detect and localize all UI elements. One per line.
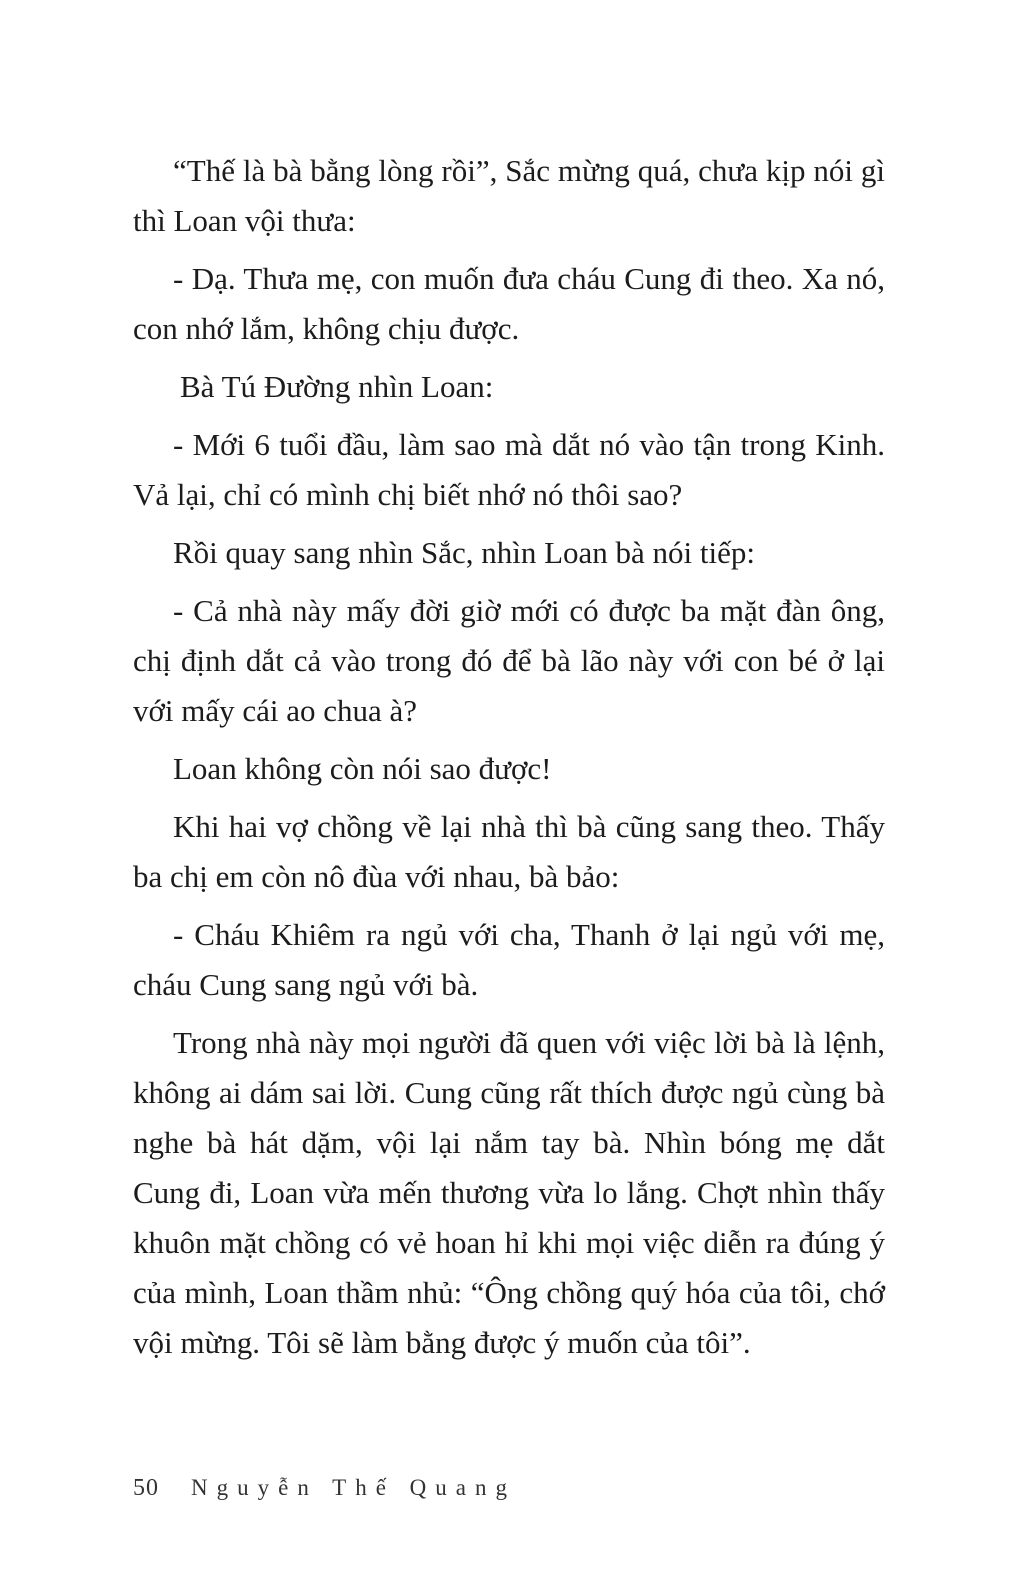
paragraph: - Cháu Khiêm ra ngủ với cha, Thanh ở lại ngủ với mẹ, cháu Cung sang ngủ với bà. <box>133 917 885 1002</box>
paragraph: - Cả nhà này mấy đời giờ mới có được ba mặt đàn ông, chị định dắt cả vào trong đó để bà lão này với con bé ở lại với mấy cái ao chua à? <box>133 593 885 728</box>
paragraph: Khi hai vợ chồng về lại nhà thì bà cũng sang theo. Thấy ba chị em còn nô đùa với nhau, bà bảo: <box>133 809 885 894</box>
page-footer <box>133 1470 516 1506</box>
page-number: 50 <box>133 1475 159 1501</box>
author-name: Nguyễn Thế Quang <box>191 1475 516 1500</box>
paragraph: “Thế là bà bằng lòng rồi”, Sắc mừng quá, chưa kịp nói gì thì Loan vội thưa: <box>133 153 885 238</box>
body-text <box>133 146 885 1376</box>
paragraph: Loan không còn nói sao được! <box>173 751 552 786</box>
paragraph: Rồi quay sang nhìn Sắc, nhìn Loan bà nói tiếp: <box>173 535 756 570</box>
paragraph: Bà Tú Đường nhìn Loan: <box>180 369 494 404</box>
paragraph: - Dạ. Thưa mẹ, con muốn đưa cháu Cung đi theo. Xa nó, con nhớ lắm, không chịu được. <box>133 261 885 346</box>
paragraph: Trong nhà này mọi người đã quen với việc lời bà là lệnh, không ai dám sai lời. Cung cũng rất thích được ngủ cùng bà nghe bà hát dặm, vội lại nắm tay bà. Nhìn bóng mẹ dắt Cung đi, Loan vừa mến thương vừa lo lắng. Chợt nhìn thấy khuôn mặt chồng có vẻ hoan hỉ khi mọi việc diễn ra đúng ý của mình, Loan thầm nhủ: “Ông chồng quý hóa của tôi, chớ vội mừng. Tôi sẽ làm bằng được ý muốn của tôi”. <box>133 1025 885 1360</box>
paragraph: - Mới 6 tuổi đầu, làm sao mà dắt nó vào tận trong Kinh. Vả lại, chỉ có mình chị biết nhớ nó thôi sao? <box>133 427 885 512</box>
